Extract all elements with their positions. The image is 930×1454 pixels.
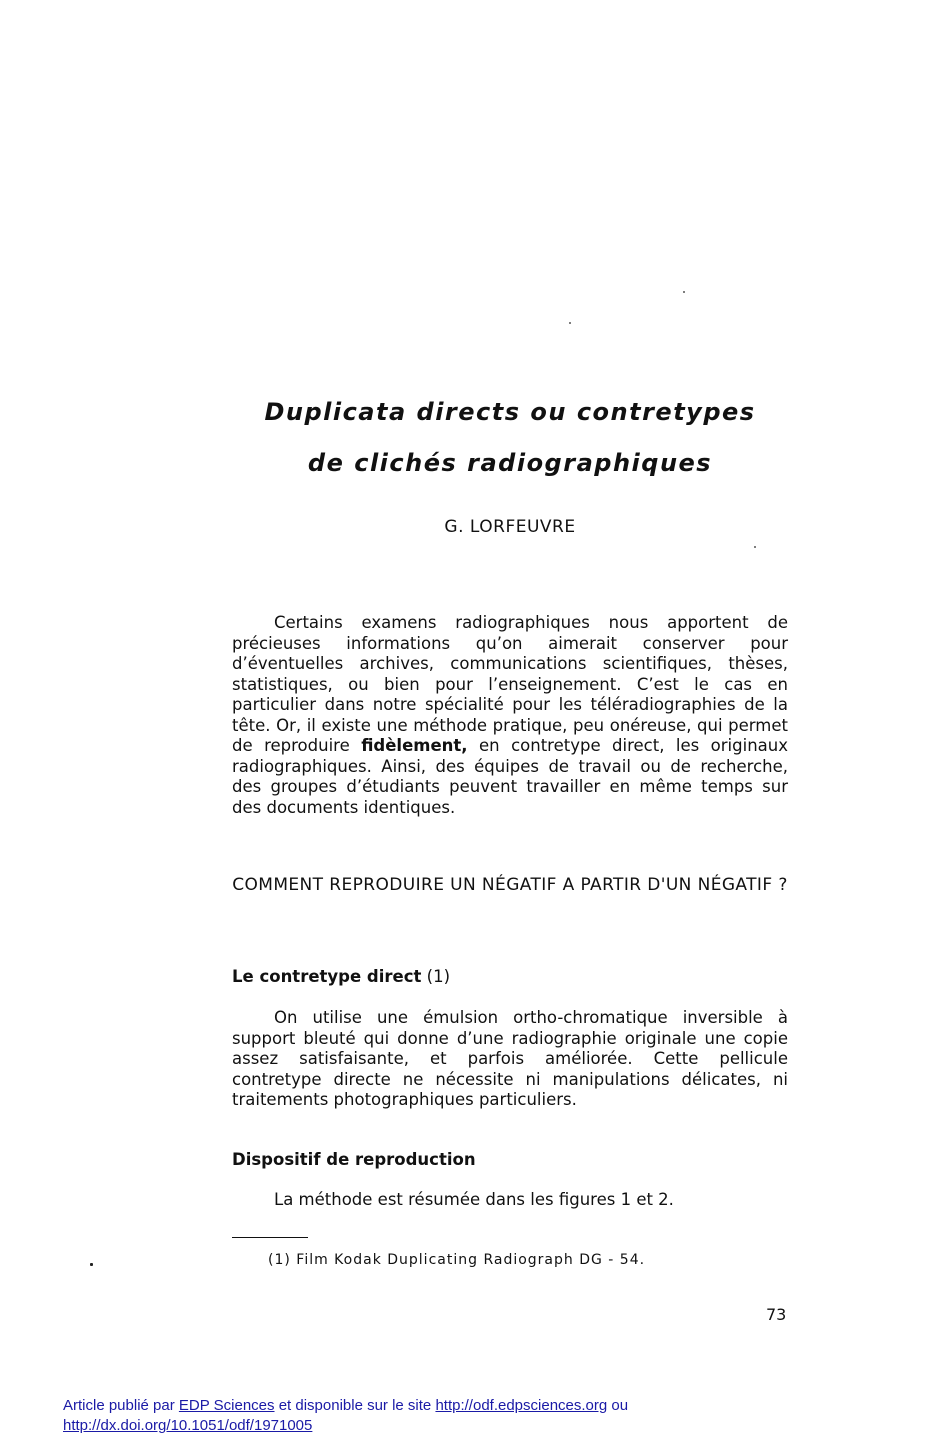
site-link[interactable]: http://odf.edpsciences.org [435,1397,608,1414]
section-heading: COMMENT REPRODUIRE UN NÉGATIF A PARTIR D'UN NÉGATIF ? [232,875,788,895]
publisher-suffix: ou [611,1397,629,1414]
scan-speck [569,322,571,324]
publisher-middle: et disponible sur le site [278,1397,432,1414]
scan-speck [90,1263,93,1266]
footnote-divider [232,1237,308,1238]
contretype-paragraph [232,1008,788,1111]
subsection-heading-contretype [232,967,450,986]
doi-link[interactable]: http://dx.doi.org/10.1051/odf/1971005 [63,1417,313,1434]
footnote-reference: (1) [426,967,451,986]
scan-speck [754,546,756,548]
article-title-line-2: de clichés radiographiques [307,449,713,477]
contretype-text: On utilise une émulsion ortho-chromatique inversible à support bleuté qui donne d’une radiographie originale une copie assez satisfaisante, et parfois améliorée. Cette pellicule contretype directe ne nécessite ni manipulations délicates, ni traitements photographiques particuliers. [232,1008,788,1109]
dispositif-paragraph [232,1190,788,1209]
intro-paragraph [232,613,788,818]
footnote: (1) Film Kodak Duplicating Radiograph DG - 54. [268,1252,646,1268]
scan-speck [683,291,685,293]
publisher-prefix: Article publié par [63,1397,175,1414]
publisher-note [63,1396,783,1436]
page-number: 73 [766,1305,787,1324]
article-title-line-1: Duplicata directs ou contretypes [264,398,756,426]
intro-text: Certains examens radiographiques nous apportent de précieuses informations qu’on aimerait conserver pour d’éventuelles archives, communications scientifiques, thèses, statistiques, ou bien pour l’enseignement. C’est le cas en particulier dans notre spécialité pour les téléradiographies de la tête. Or, il existe une méthode pratique, peu onéreuse, qui permet de reproduire [232,613,788,755]
subsection-heading-dispositif: Dispositif de reproduction [232,1150,476,1169]
subsection-heading-text: Le contretype direct [232,967,422,986]
edp-sciences-link[interactable]: EDP Sciences [178,1397,275,1414]
author-name: G. LORFEUVRE [444,517,576,537]
intro-text-end: en contretype direct, les originaux radiographiques. Ainsi, des équipes de travail ou de recherche, des groupes d’étudiants peuvent travailler en même temps sur des documents identiques. [232,736,788,817]
intro-emphasis: fidèlement, [361,736,468,755]
dispositif-text: La méthode est résumée dans les figures 1 et 2. [274,1190,674,1209]
